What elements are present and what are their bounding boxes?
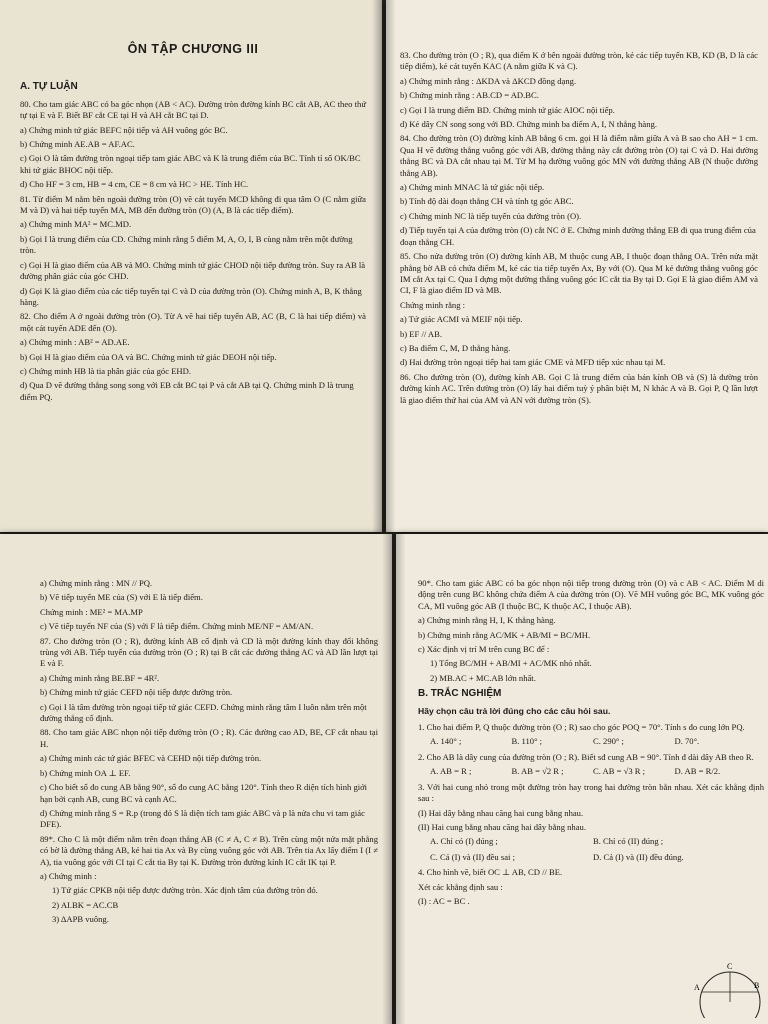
problem-item: d) Gọi K là giao điểm của các tiếp tuyến tại C và D của đường tròn (O). Chứng minh A, B, K thẳng hàng.	[20, 285, 362, 307]
problem-statement: 80. Cho tam giác ABC có ba góc nhọn (AB < AC). Đường tròn đường kính BC cắt AB, AC theo thứ tự tại E và F. Biết BF cắt CE tại H và AH cắt BC tại D.	[20, 98, 366, 121]
question-1-text: 1. Cho hai điểm P, Q thuộc đường tròn (O ; R) sao cho góc POQ = 70°. Tính s đo cung lớn PQ.	[418, 722, 745, 733]
option-d: D. Cả (I) và (II) đều đúng.	[593, 851, 684, 862]
problem-item: b) Tính độ dài đoạn thẳng CH và tính tg góc ABC.	[400, 196, 574, 207]
problem-item: b) Gọi H là giao điểm của OA và BC. Chứng minh tứ giác DEOH nội tiếp.	[20, 351, 277, 362]
page-top-left	[0, 0, 382, 532]
problem-item: b) Chứng minh rằng : AB.CD = AD.BC.	[400, 90, 539, 101]
page-spine-shadow	[382, 534, 392, 1024]
problem-item: d) Kẻ dây CN song song với BD. Chứng minh ba điểm A, I, N thẳng hàng.	[400, 119, 657, 130]
question-4-lead: Xét các khẳng định sau :	[418, 881, 503, 892]
problem-item: a) Chứng minh rằng : ΔKDA và ΔKCD đồng dạng.	[400, 75, 577, 86]
option-a: A. AB = R ;	[430, 766, 472, 777]
problem-lead: a) Chứng minh :	[40, 870, 97, 881]
problem-item: b) Chứng minh tứ giác CEFD nội tiếp được đường tròn.	[40, 687, 233, 698]
page4-content	[418, 578, 764, 910]
page2-problem-list	[400, 50, 758, 406]
problem-item: c) Gọi O là tâm đường tròn ngoại tiếp tam giác ABC và K là trung điểm của BC. Tính tỉ số OK/BC khi tứ giác BHOC nội tiếp.	[20, 153, 361, 175]
problem-90-subitem: 2) MB.AC + MC.AB lớn nhất.	[430, 672, 536, 683]
problem-statement: 84. Cho đường tròn (O) đường kính AB bằng 6 cm. gọi H là điểm nằm giữa A và B sao cho AH = 1 cm. Qua H vẽ đường thẳng vuông góc với AB, đường thẳng này cắt đường tròn (O) tại C và D. Hai đường thẳng BC và DA cắt nhau tại M. Từ M hạ đường vuông góc MN với đường thẳng AB (N thuộc đường thẳng AB).	[400, 133, 758, 178]
option-d: D. 70°.	[674, 736, 700, 747]
page-spine-shadow	[372, 0, 382, 532]
problem-90-item: a) Chứng minh rằng H, I, K thẳng hàng.	[418, 615, 556, 626]
problem-item: b) Gọi I là trung điểm của CD. Chứng minh rằng 5 điểm M, A, O, I, B cùng nằm trên một đường tròn.	[20, 233, 353, 256]
problem-item: c) Chứng minh NC là tiếp tuyến của đường tròn (O).	[400, 210, 582, 221]
problem-90-item: b) Chứng minh rằng AC/MK + AB/MI = BC/MH.	[418, 629, 591, 640]
problem-item: b) Chứng minh OA ⊥ EF.	[40, 767, 131, 778]
section-heading-essay: A. TỰ LUẬN	[20, 81, 78, 93]
page1-problem-list	[20, 99, 366, 403]
problem-item: a) Chứng minh : AB² = AD.AE.	[20, 337, 130, 348]
question-2-options	[430, 766, 764, 777]
figure-label-a: A	[694, 983, 700, 992]
problem-item: a) Chứng minh MA² = MC.MD.	[20, 219, 132, 230]
question-4-text: 4. Cho hình vẽ, biết OC ⊥ AB, CD // BE.	[418, 867, 563, 878]
question-3-options-row2	[430, 852, 764, 863]
page2-content	[400, 50, 758, 409]
circle-figure	[692, 958, 762, 1018]
problem-item: c) Gọi I là trung điểm BD. Chứng minh tứ giác AIOC nội tiếp.	[400, 104, 615, 115]
question-2-text: 2. Cho AB là dây cung của đường tròn (O ; R). Biết sđ cung AB = 90°. Tính đ dài dây AB theo R.	[418, 751, 754, 762]
figure-label-b: B	[754, 981, 760, 990]
option-c: C. AB = √3 R ;	[593, 766, 646, 777]
problem-item: a) Tứ giác ACMI và MEIF nội tiếp.	[400, 314, 523, 325]
problem-item: b) Chứng minh AE.AB = AF.AC.	[20, 139, 135, 150]
problem-statement: 83. Cho đường tròn (O ; R), qua điểm K ở bên ngoài đường tròn, kẻ các tiếp tuyến KB, KD (B, D là các tiếp điểm), kẻ cát tuyến KAC (A nằm giữa K và C).	[400, 50, 758, 72]
problem-item: c) Chứng minh HB là tia phân giác của góc EHD.	[20, 365, 191, 376]
problem-statement: 82. Cho điểm A ở ngoài đường tròn (O). Từ A vẽ hai tiếp tuyến AB, AC (B, C là hai tiếp điểm) và một cát tuyến ADE đến (O).	[20, 311, 366, 333]
problem-item: d) Qua D vẽ đường thẳng song song với EB cắt BC tại P và cắt AB tại Q. Chứng minh D là trung điểm PQ.	[20, 380, 354, 402]
problem-item: d) Hai đường tròn ngoại tiếp hai tam giác CME và MFD tiếp xúc nhau tại M.	[400, 357, 666, 368]
section-heading-multiple-choice: B. TRẮC NGHIỆM	[418, 688, 502, 700]
chapter-title: ÔN TẬP CHƯƠNG III	[127, 42, 259, 56]
option-a: A. Chỉ có (I) đúng ;	[430, 836, 498, 847]
problem-item: d) Cho HF = 3 cm, HB = 4 cm, CE = 8 cm và HC > HE. Tính HC.	[20, 179, 249, 190]
figure-label-c: C	[727, 962, 733, 971]
question-4-claim: (I) : AC = BC .	[418, 895, 470, 906]
problem-statement: 87. Cho đường tròn (O ; R), đường kính AB cố định và CD là một đường kính thay đổi không trùng với AB. Tiếp tuyến của đường tròn (O ; R) tại B cắt các đường thẳng AC và AD lần lượt tại E và F.	[40, 635, 378, 669]
problem-item: Chứng minh : ME² = MA.MP	[40, 606, 143, 617]
problem-item: a) Chứng minh MNAC là tứ giác nội tiếp.	[400, 182, 545, 193]
problem-statement: 88. Cho tam giác ABC nhọn nội tiếp đường tròn (O ; R). Các đường cao AD, BE, CF cắt nhau tại H.	[40, 727, 378, 749]
question-3-claim: (I) Hai dây bằng nhau căng hai cung bằng nhau.	[418, 807, 584, 818]
page-spine-shadow	[396, 534, 406, 1024]
page-bottom-right	[396, 534, 768, 1024]
problem-item: c) Cho biết số đo cung AB bằng 90°, số đo cung AC bằng 120°. Tính theo R diện tích hình giới hạn bởi cạnh AB, cung BC và cạnh AC.	[40, 782, 368, 804]
problem-item: a) Chứng minh các tứ giác BFEC và CEHD nội tiếp đường tròn.	[40, 753, 262, 764]
mc-instruction: Hãy chọn câu trả lời đúng cho các câu hỏi sau.	[418, 705, 611, 716]
problem-item: 3) ΔAPB vuông.	[52, 914, 109, 925]
problem-90-subitem: 1) Tổng BC/MH + AB/MI + AC/MK nhỏ nhất.	[430, 658, 592, 669]
problem-90-text: 90*. Cho tam giác ABC có ba góc nhọn nội tiếp trong đường tròn (O) và c AB < AC. Điểm M di động trên cung BC không chứa điểm A của đường tròn (O). Vẽ MH vuông góc BC, MK vuông góc CA, MI vuông góc AB (I thuộc BC, K thuộc AC, I thuộc AB).	[418, 578, 764, 611]
option-b: B. AB = √2 R ;	[511, 766, 564, 777]
problem-statement: 85. Cho nửa đường tròn (O) đường kính AB, M thuộc cung AB, I thuộc đoạn thẳng OA. Trên nửa mặt phẳng bờ AB có chứa điểm M, kẻ các tia tiếp tuyến Ax, By với (O). Qua M kẻ đường thẳng vuông góc IM cắt Ax tại C. Qua I dựng một đường thẳng vuông góc IC cắt tia By tại D. Gọi E là giao điểm AM và CI, F là giao điểm ID và MB.	[400, 251, 758, 296]
page3-content	[40, 578, 378, 929]
question-3-claim: (II) Hai cung bằng nhau căng hai dây bằng nhau.	[418, 821, 586, 832]
problem-item: d) Tiếp tuyến tại A của đường tròn (O) cắt NC ở E. Chứng minh đường thẳng EB đi qua trung điểm của đoạn thẳng CH.	[400, 225, 756, 247]
option-c: C. 290° ;	[593, 736, 624, 747]
option-b: B. 110° ;	[511, 736, 543, 747]
option-a: A. 140° ;	[430, 736, 462, 747]
problem-item: a) Chứng minh rằng BE.BF = 4R².	[40, 672, 160, 683]
question-3-options-row1	[430, 836, 764, 847]
problem-item: c) Vẽ tiếp tuyến NF của (S) với F là tiếp điểm. Chứng minh ME/NF = AM/AN.	[40, 621, 314, 632]
problem-90-item: c) Xác định vị trí M trên cung BC để :	[418, 644, 550, 655]
problem-item: c) Gọi I là tâm đường tròn ngoại tiếp tứ giác CEFD. Chứng minh rằng tâm I luôn nằm trên một đường thẳng cố định.	[40, 701, 367, 724]
problem-item: a) Chứng minh tứ giác BEFC nội tiếp và AH vuông góc BC.	[20, 124, 228, 135]
problem-item: c) Gọi H là giao điểm của AB và MO. Chứng minh tứ giác CHOD nội tiếp đường tròn. Suy ra AB là đường phân giác của góc CHD.	[20, 259, 366, 282]
problem-item: 2) AI.BK = AC.CB	[52, 899, 119, 910]
problem-item: b) EF // AB.	[400, 328, 443, 339]
problem-statement: 81. Từ điểm M nằm bên ngoài đường tròn (O) vẽ cát tuyến MCD không đi qua tâm O (C nằm giữa M và D) và hai tiếp tuyến MA, MB đến đường tròn (O) (A, B là các tiếp điểm).	[20, 193, 366, 216]
problem-item: d) Chứng minh rằng S = R.p (trong đó S là diện tích tam giác ABC và p là nửa chu vi tam giác DFE).	[40, 807, 365, 830]
question-3-text: 3. Với hai cung nhỏ trong một đường tròn hay trong hai đường tròn bằn nhau. Xét các khẳng định sau :	[418, 781, 764, 804]
problem-item: c) Ba điểm C, M, D thẳng hàng.	[400, 342, 511, 353]
option-c: C. Cả (I) và (II) đều sai ;	[430, 851, 515, 862]
problem-lead: Chứng minh rằng :	[400, 299, 466, 310]
problem-item: 1) Tứ giác CPKB nội tiếp được đường tròn. Xác định tâm của đường tròn đó.	[52, 885, 318, 896]
page-bottom-left	[0, 534, 392, 1024]
page3-problem-list	[40, 578, 378, 926]
problem-statement: 89*. Cho C là một điểm nằm trên đoạn thẳng AB (C ≠ A, C ≠ B). Trên cùng một nửa mặt phẳng có bờ là đường thẳng AB, kẻ hai tia Ax và By cùng vuông góc với AB. Trên tia Ax lấy điểm I (I ≠ A), tia vuông góc với CI tại C cắt tia By tại K. Đường tròn đường kính IC cắt IK tại P.	[40, 833, 378, 867]
problem-statement: 86. Cho đường tròn (O), đường kính AB. Gọi C là trung điểm của bán kính OB và (S) là đường tròn đường kính AC. Trên đường tròn (O) lấy hai điểm tuỳ ý phân biệt M, N khác A và B. Gọi P, Q lần lượt là giao điểm thứ hai của AM và AN với đường tròn (S).	[400, 371, 758, 405]
page-spine-shadow	[386, 0, 396, 532]
page-top-right	[386, 0, 768, 532]
page1-content	[20, 44, 366, 406]
problem-item: b) Vẽ tiếp tuyến ME của (S) với E là tiếp điểm.	[40, 592, 203, 603]
option-b: B. Chỉ có (II) đúng ;	[593, 836, 664, 847]
problem-item: a) Chứng minh rằng : MN // PQ.	[40, 578, 153, 588]
option-d: D. AB = R/2.	[674, 766, 721, 777]
question-1-options	[430, 736, 764, 747]
